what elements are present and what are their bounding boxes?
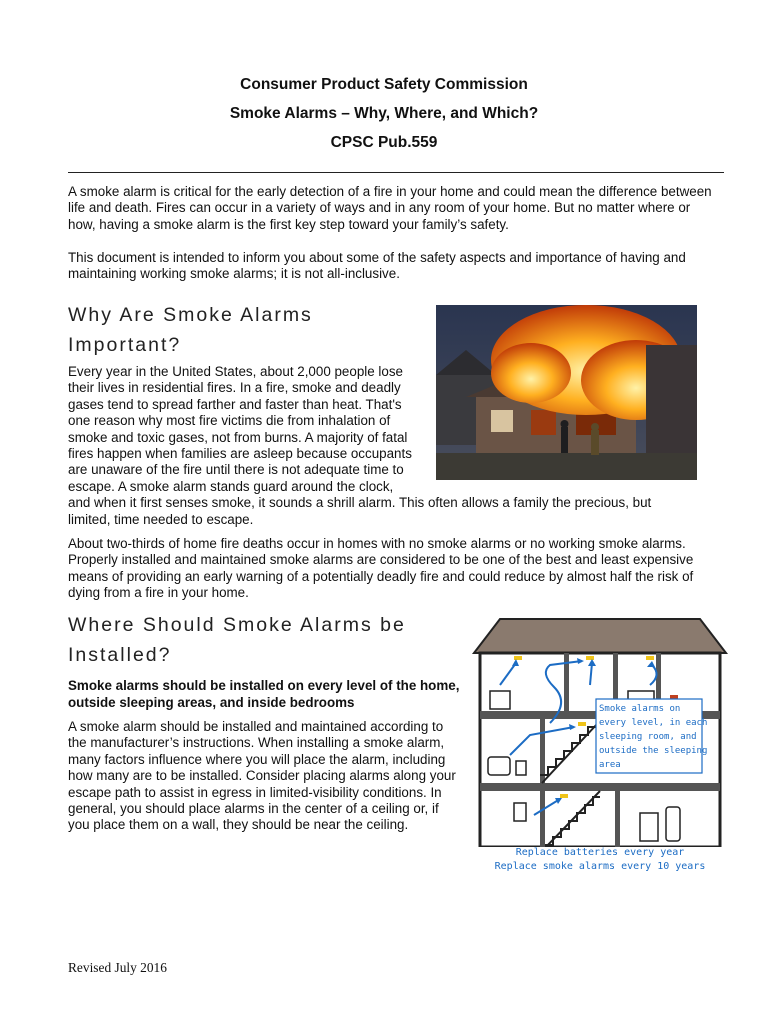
smoke-alarm-icon (578, 722, 586, 726)
callout-line: Smoke alarms on (599, 704, 681, 714)
section2-paragraph: A smoke alarm should be installed and maintained according to the manufacturer’s instructions. When installing a smoke alarm, many factors influence where you will place the alarm, including how many are to be installed. Consider placing alarms along your escape path to assist in egress in limited-visibility conditions. In general, you should place alarms in the center of a ceiling or, if you place them on a wall, they should be near the ceiling. (68, 719, 456, 833)
smoke-alarm-house-diagram (470, 615, 730, 847)
org-title: Consumer Product Safety Commission (240, 76, 528, 93)
section1-line: escape. A smoke alarm stands guard around the clock, (68, 478, 394, 494)
intro-paragraph-2: This document is intended to inform you about some of the safety aspects and importance of having and maintaining working smoke alarms; it is not all-inclusive. (68, 250, 686, 282)
section1-line: their lives in residential fires. In a fire, smoke and deadly (68, 380, 401, 396)
section1-heading-line1: Why Are Smoke Alarms (68, 304, 313, 326)
section1-line: fires happen when families are asleep because occupants (68, 446, 412, 461)
section2-heading-line1: Where Should Smoke Alarms be (68, 614, 406, 636)
section1-line: gases tend to spread farther and faster than heat. That's (68, 396, 402, 412)
revision-date: Revised July 2016 (68, 960, 167, 975)
section1-heading-line2: Important? (68, 334, 182, 356)
callout-line: every level, in each (599, 718, 708, 728)
furnace-icon (640, 813, 658, 841)
section1-line: limited, time needed to escape. (68, 511, 254, 527)
crib-icon (490, 691, 510, 709)
intro-paragraph-1: A smoke alarm is critical for the early detection of a fire in your home and could mean the difference between life and death. Fires can occur in a variety of ways and in any room of your home. But no matter where or how, having a smoke alarm is the first key step toward your family’s safety. (68, 184, 712, 232)
diagram-caption-replace: Replace smoke alarms every 10 years (494, 861, 706, 872)
section1-line: are unaware of the fire until there is not adequate time to (68, 462, 404, 478)
roof-icon (474, 619, 726, 653)
smoke-alarm-icon (514, 656, 522, 660)
document-title: Smoke Alarms – Why, Where, and Which? (229, 105, 539, 122)
section1-paragraph-2: About two-thirds of home fire deaths occur in homes with no smoke alarms or no working smoke alarms. Properly installed and maintained smoke alarms are considered to be one of the best and least expensive means of providing an early warning of a potentially deadly fire and could reduce by almost half the risk of dying from a fire in your home. (68, 536, 694, 601)
house-fire-photo (436, 305, 697, 480)
sofa-icon (488, 757, 510, 775)
diagram-caption-batteries: Replace batteries every year (515, 847, 685, 858)
section1-line: and when it first senses smoke, it sounds a shrill alarm. This often allows a family the precious, but (68, 495, 652, 511)
callout-line: outside the sleeping (599, 746, 708, 756)
callout-line: sleeping room, and (599, 732, 697, 742)
header-divider (68, 172, 724, 173)
section1-line: Every year in the United States, about 2,000 people lose (68, 364, 403, 379)
section1-line: one reason why most fire victims die from inhalation of (68, 413, 391, 429)
smoke-alarm-icon (560, 794, 568, 798)
smoke-alarm-icon (646, 656, 654, 660)
section2-subheading: Smoke alarms should be installed on every level of the home, outside sleeping areas, and inside bedrooms (68, 678, 460, 710)
water-heater-icon (666, 807, 680, 841)
smoke-alarm-icon (586, 656, 594, 660)
callout-line: area (599, 760, 621, 770)
section1-line: smoke and toxic gases, not from burns. A majority of fatal (68, 429, 408, 445)
publication-number: CPSC Pub.559 (330, 134, 438, 151)
section2-heading-line2: Installed? (68, 644, 172, 666)
